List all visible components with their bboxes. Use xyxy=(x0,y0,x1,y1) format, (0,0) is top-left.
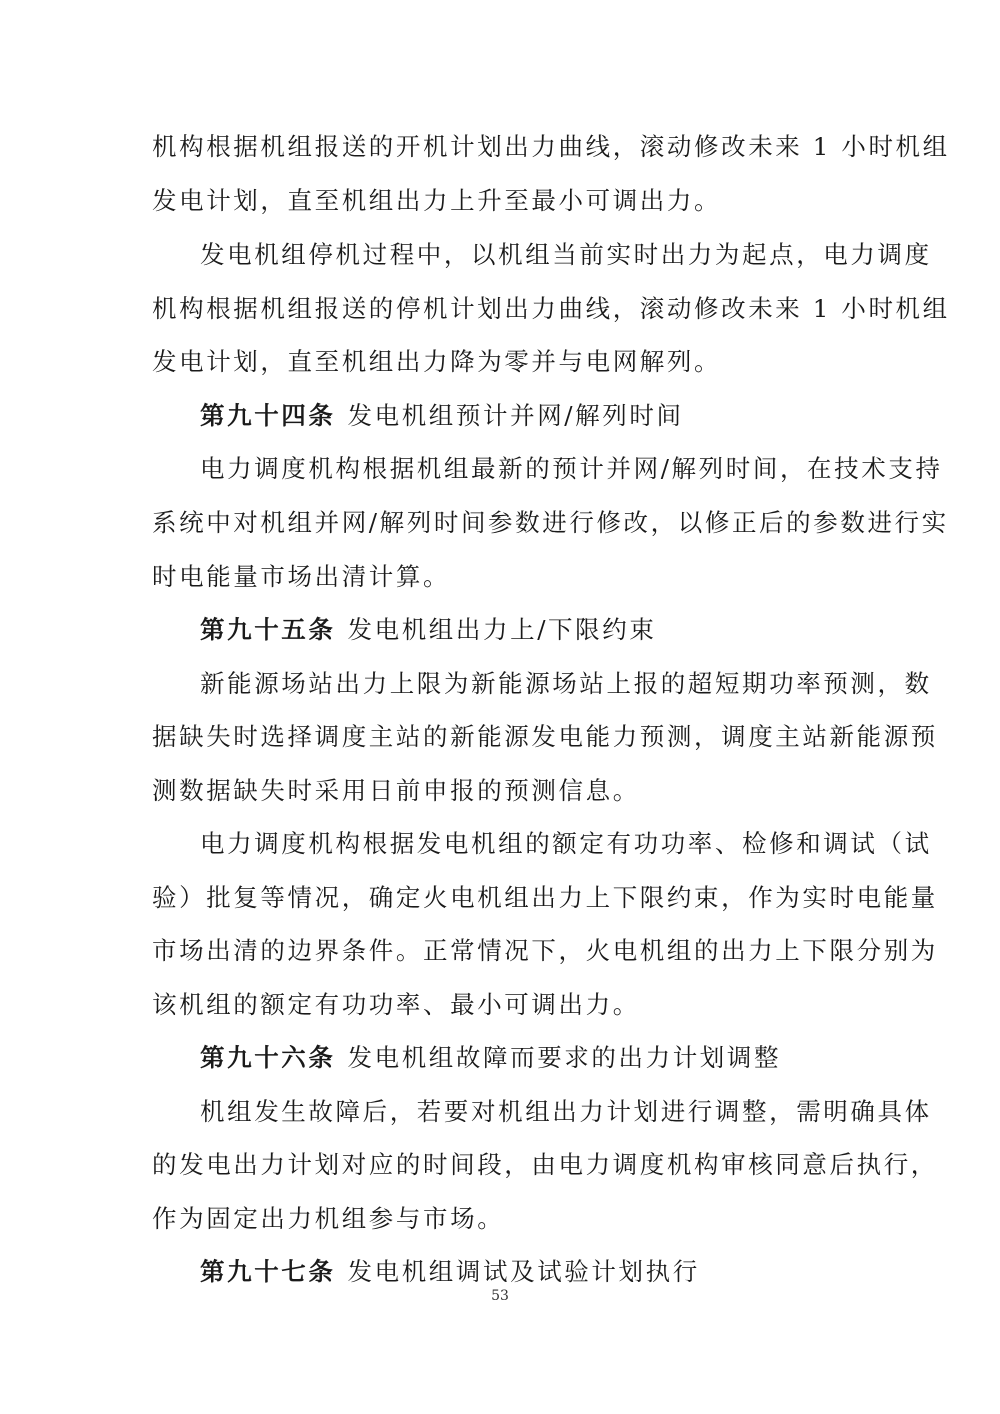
paragraph-line: 电力调度机构根据机组最新的预计并网/解列时间，在技术支持 xyxy=(200,454,943,483)
article-number: 第九十四条 xyxy=(200,401,336,430)
paragraph-line: 机构根据机组报送的开机计划出力曲线，滚动修改未来 1 小时机组 xyxy=(152,132,950,161)
paragraph-line: 电力调度机构根据发电机组的额定有功功率、检修和调试（试 xyxy=(200,829,932,858)
paragraph-line: 系统中对机组并网/解列时间参数进行修改，以修正后的参数进行实 xyxy=(152,508,949,537)
article-heading xyxy=(200,1042,781,1074)
article-number: 第九十五条 xyxy=(200,615,336,644)
article-title: 发电机组调试及试验计划执行 xyxy=(347,1257,700,1286)
paragraph-line: 作为固定出力机组参与市场。 xyxy=(152,1204,505,1233)
paragraph-line: 新能源场站出力上限为新能源场站上报的超短期功率预测，数 xyxy=(200,669,932,698)
paragraph-line: 验）批复等情况，确定火电机组出力上下限约束，作为实时电能量 xyxy=(152,883,938,912)
article-title: 发电机组出力上/下限约束 xyxy=(347,615,657,644)
paragraph-line: 据缺失时选择调度主站的新能源发电能力预测，调度主站新能源预 xyxy=(152,722,938,751)
article-title: 发电机组预计并网/解列时间 xyxy=(347,401,684,430)
article-heading xyxy=(200,614,656,646)
paragraph-line: 的发电出力计划对应的时间段，由电力调度机构审核同意后执行， xyxy=(152,1150,938,1179)
paragraph-line: 测数据缺失时采用日前申报的预测信息。 xyxy=(152,776,640,805)
article-heading xyxy=(200,1256,700,1288)
article-title: 发电机组故障而要求的出力计划调整 xyxy=(347,1043,782,1072)
paragraph-line: 机构根据机组报送的停机计划出力曲线，滚动修改未来 1 小时机组 xyxy=(152,294,950,323)
page-number: 53 xyxy=(491,1288,509,1304)
paragraph-line: 时电能量市场出清计算。 xyxy=(152,562,451,591)
paragraph-line: 发电计划，直至机组出力降为零并与电网解列。 xyxy=(152,347,722,376)
article-number: 第九十七条 xyxy=(200,1257,336,1286)
paragraph-line: 市场出清的边界条件。正常情况下，火电机组的出力上下限分别为 xyxy=(152,936,938,965)
paragraph-line: 发电机组停机过程中，以机组当前实时出力为起点，电力调度 xyxy=(200,240,932,269)
article-heading xyxy=(200,400,684,432)
paragraph-line: 发电计划，直至机组出力上升至最小可调出力。 xyxy=(152,186,722,215)
article-number: 第九十六条 xyxy=(200,1043,336,1072)
paragraph-line: 机组发生故障后，若要对机组出力计划进行调整，需明确具体 xyxy=(200,1097,932,1126)
paragraph-line: 该机组的额定有功功率、最小可调出力。 xyxy=(152,990,640,1019)
